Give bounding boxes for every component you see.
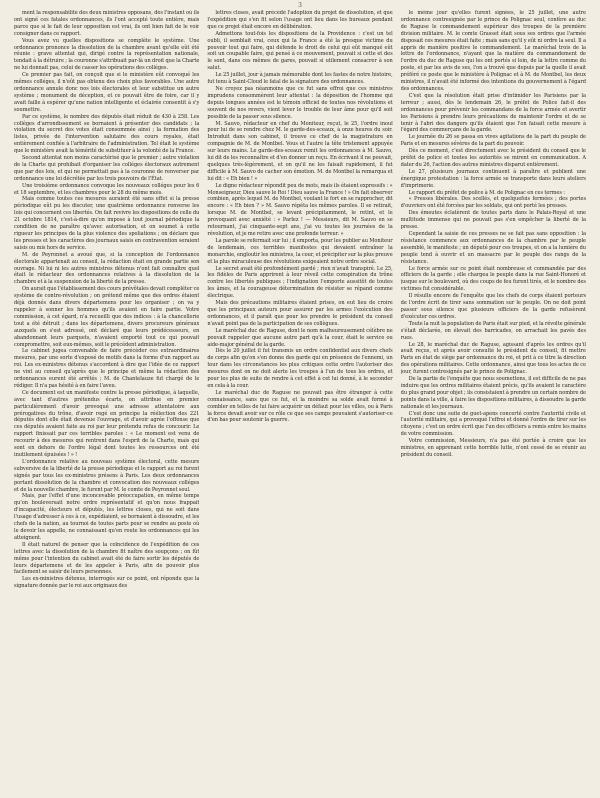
paragraph: Second attentat non moins caractérisé que le premier ; autre violation de la Charte qui prohibait d'organiser les colléges électoraux autrement que par des lois, et qui ne permettait pas à la couronne de renverser par ordonnance une loi décrétée par les trois pouvoirs de l'État. — [14, 155, 200, 182]
column-2 — [207, 10, 392, 794]
paragraph: Une troisième ordonnance convoque les nouveaux colléges pour les 6 et 18 septembre, et les chambres pour le 28 du même mois. — [14, 182, 200, 196]
paragraph: Le maréchal duc de Raguse ne pouvait pas être étranger à cette connaissance, sans que ce fut, et la moindre sa solde avait formé à combler en telles de lui faire acquérir un défaut pour les villes, ou à Paris la force devait avoir sur ce rôle ce que ses camps pouvaient s'autoriser-ce d'en bas pour soutenir la guerre. — [207, 389, 393, 424]
paragraph: lettres closes, avait précédé l'adoption du projet de dissolution, et que l'expédition qui s'en fit selon l'usage ont lieu dans les bureaux pendant que ce projet était encore en délibération. — [207, 10, 393, 30]
paragraph: On aurait que l'établissement des cours prévôtales devait compléter ce système de contre-révolution ; on prétend même que des ordres étaient déjà donnés dans divers départemens pour les organiser ; on va y rappeler à sonner les hommes qu'ils avaient en faire partie. Votre commission, à cet égard, n'a recueilli que des indices : à la chancellerie tout a été détruit ; dans les départemens, divers procureurs généraux auxquels on s'est adressé, ont déclaré que leurs prédécesseurs, en abandonnant leurs parquets, n'avaient emporté tout ce qui pouvait compromettre, soit eux-mêmes, soit le précédent administration. — [14, 286, 200, 348]
paragraph: Dès le 20 juillet il fut transmis un ordre confidentiel aux divers chefs de corps afin qu'on s'en donne des garde qui en présence de l'ennemi, un tour dans les circonstances les plus critiques cette ordre l'autoriser des mesures dont on ne doit alerte les troupes à l'un de tous les ordres, et pour les plus de suite de rendre à cet effet à cet lui donné, à le seconder en cela à la cour. — [207, 348, 393, 389]
paragraph: Mais des précautions militaires étaient prises, on eut lieu de croire que les principaux auteurs pour assurer par les armes l'exécution des ordonnances, et il paraît que pour les prendre le président du conseil n'avait point pas de la participation de ses collègues. — [207, 300, 393, 327]
paragraph: Le rapport du préfet de police à M. de Polignac en ces termes : — [408, 189, 565, 196]
paragraph: Il résulte encore de l'enquête que les chefs de corps étaient porteurs de l'ordre écrit de tirer sans sommation sur le peuple. On ne doit point passer sous silence que plusieurs officiers de la garde refusèrent d'exécuter ces ordres. — [400, 293, 586, 320]
column-1 — [14, 10, 199, 794]
paragraph: Ce premier pas fait, on conçoit que si le ministère eût convoqué les mêmes colléges, il n'eût pas obtenu des choix plus favorables. Une autre ordonnance annule donc nos lois électorales et leur substitue un autre système ; monument de déception, et ce pouvait être de foire, car il y avait faille à espérer qu'une nation intelligente et éclairée consentit à s'y soumettre. — [14, 72, 200, 113]
paragraph: M. de Peyronnet a avoué que, si la conception de l'ordonnance électorale appartenait au conseil, la rédaction était en grande partie son ouvrage. Ni lui ni les autres ministres détenus n'ont fait connaître quel était le rédacteur des ordonnances relatives à la dissolution de la chambre et à la suspension de la liberté de la presse. — [14, 251, 200, 286]
paragraph: Le journée du 26 se passa en vives agitations de la part du peuple de Paris et en mesures sévères de la part du pouvoir. — [400, 134, 586, 148]
paragraph: Le 28, le maréchal duc de Raguse, agissant d'après les ordres qu'il avait reçus, et après avoir consulté le président du conseil, fit mettre Paris en état de siège par ordonnance du roi, et prit à ce titre la direction des opérations militaires. Cette ordonnance, ainsi que tous les actes de ce jour, furent contresignés par le prince de Polignac. — [400, 341, 586, 376]
page-number: 3 — [298, 2, 302, 9]
paragraph: Admettons tout-fois les dispositions de la Providence : c'est un tel oubli, il semblait vrai, ceux qui la France a été la presque victime du pouvoir tout qui faire, qui défende le droit de celui qui eût manqué eût soit un coupable faire, qui pensé à ce mouvement, pouvait si cette et des le sont, dans ces mêmes de gares, pouvait si utilement consacrer à son salut. — [207, 30, 393, 72]
paragraph: De la partie de l'enquête que nous soumettons, il est difficile de ne pas induire que les ordres militaires étaient précis, qu'ils avaient le caractère du plus grand pour objet ; ils consistaient à prendre un certain nombre de points dans la ville, à faire les dispositions militaires, à dissoudre la garde nationale et les journaux. — [400, 376, 586, 410]
paragraph: Vous avez vu quelles dispositions se complète le système. Une ordonnance prononce la dissolution de la chambre avant qu'elle eût été réunie : grave attentat qui, dirigé contre la représentation nationale, tendait à la détruire ; la couronne s'attribuait par-là un droit que la Charte ne lui donnait pas, celui de casser les opérations des colléges. — [14, 37, 200, 72]
paragraph: Les ex-ministres détenus, interrogés sur ce point, ont répondu que la signature donnée par le roi aux originaux des — [14, 576, 200, 590]
paragraph: Dès ce moment, c'est directement avec le président du conseil que le préfet de police et toutes les autorités se mirent en communication. A dater du 26, l'action des autres ministres disparut entièrement. — [400, 148, 586, 168]
paragraph: Le maréchal duc de Raguse, dont le nom malheureusement célèbre ne pouvait rappeler que aucune autre part qu'à la cour, était le service ou aide-major général de la garde. — [207, 327, 393, 348]
paragraph: Cependant la saisie de ces presses ne se fait pas sans opposition : la résistance commence aux ordonnances de la chambre par le peuple assemblé, le manifeste ; un député pour ces troupes, et on a la lumière du peuple tend à ouvrir et un massacre par le peuple des rangs de la résistance. — [400, 231, 586, 265]
paragraph: Le secret avait été profondément gardé ; rien n'avait transpiré. Le 25, les fidèles de Paris apprirent à leur réveil cette conspiration du trône contre les libertés publiques ; l'indignation l'emporte aussitôt de toutes les âmes, et la courageuse détermination de résister se répand comme électrique. — [207, 265, 393, 300]
paragraph: Le digne rédacteur répondit peu de mots, mais ils étaient expressifs : « Monseigneur, Dieu sauve le Roi ! Dieu sauve la France ! » On fait observer combien, après lequel M. de Montbel, voulant le fort en se rapprocher, dit encore : « Eh bien ? » M. Sauvo répéta les mêmes paroles. Il se retirait, lorsque M. de Montbel, se levant précipitamment, le retint, et le provoquant avec anxiété : « Parlez ! — Messieurs, dit M. Sauvo en se retournant, j'ai cinquante-sept ans, j'ai vu toutes les journées de la révolution, et je me retire avec une profonde terreur. » — [207, 182, 393, 237]
paragraph: C'est donc une suite de guet-apens concerté contre l'autorité civile et l'autorité militaire, qui a provoqué l'effroi et donné l'ordre de tirer sur les citoyens ; c'est un ordre écrit que l'un des officiers a remis entre les mains de votre commission. — [400, 410, 586, 438]
paragraph: M. Sauvo, rédacteur en chef du Moniteur, reçut, le 25, l'ordre inouï pour lui de se rendre chez M. le garde-des-sceaux, à onze heures du soir. Introduit dans son cabinet, il trouve ce chef de la magistrature en compagnie de M. de Montbel. Vous et l'autre la tête tristement appuyée sur leurs mains. Le garde-des-sceaux remit les ordonnances à M. Sauvo, lui dit de les reconnaître et d'en donner un reçu. En écrivant il ne pouvait, quelques très-légèrement, et on qu'il ne les faisait rapidement, il fut difficile à M. Sauvo de cacher son émotion. M. de Montbel la remarqua et lui dit : « Eh bien ! » — [207, 120, 393, 182]
paragraph: La parole se refermait sur lui ; il emporta, pour les publier au Moniteur de lendemain, ces terribles manifestes qui devaient entraîner la monarchie, engloutir les ministres, la cour, et précipiter sur la plus preuve et la plus miraculeuse des révolutions exigeaient notre ordre social. — [207, 237, 393, 265]
paragraph: C'est que la résolution était prise d'intimider les Parisiens par la terreur ; aussi, dès le lendemain 26, le préfet de Police fait-il des ordonnances pour prévenir les commandans de la force armée et avertir les Parisiens à prendre leurs précautions de maintenir l'ordre et de se tenir à l'abri des dangers qu'ils étaient que l'on faisait cette mesure à l'égard des commerçans de la garde. — [400, 92, 586, 134]
paragraph: Ne croyez pas néanmoins que ce fut sans effroi que ces ministres imprudens consommèrent leur attentat : la déposition de l'homme qui depuis longues années est le témoin officiel de toutes nos révolutions et souvent de nos revers, vient lever le trouble de leur âme pour qu'il soit possible de la passer sous silence. — [207, 85, 393, 120]
paragraph: Le 27, plusieurs journaux continuent à paraître et publient une énergique protestation : la force armée se transporte dans leurs ateliers d'imprimerie. — [400, 168, 586, 189]
paragraph: Ce document est un manifeste contre la presse périodique, à laquelle, avec tant d'autres prétendus écarts, on attribue en premier particulièrement d'avoir provoqué une adresse attentatoire aux prérogatives du trône, d'avoir regé en principe la réélection des 221 députés dont elle était devenue l'ouvrage, et d'avoir agrée l'offense que ces députés avaient faite au roi par leur prétendu refus de concourir. Le rapport finissait par ces terribles paroles : « Le moment est venu de recourir à des mesures qui rentrent dans l'esprit de la Charte, mais qui sont en dehors de l'ordre légal dont toutes les ressources ont été inutilement épuisées ! » ! — [14, 389, 200, 458]
text-columns — [14, 10, 586, 794]
paragraph: Le 25 juillet, jour à jamais mémorable dont les fastes de notre histoire, fut tenu à Saint-Cloud le fatal de la signature des ordonnances. — [207, 72, 393, 86]
paragraph: L'ordonnance relative au nouveau système électoral, cette mesure subversive de la liberté de la presse périodique et le rapport au roi furent signés par tous les ex-ministres présens à Paris. Les deux ordonnances portant dissolution de la chambre et convocation des nouveaux colléges et de la nouvelle chambre, le furent par M. le comte de Peyronnet seul. — [14, 458, 200, 493]
column-3 — [401, 10, 586, 794]
paragraph: « Presses libérales. Des scellés, et quelquefois fermées ; des portes d'ouvriers ont été forcées par les soldats, qui ont porté les presses. — [400, 196, 586, 210]
paragraph: Par ce système, le nombre des députés était réduit de 430 à 258. Les colléges d'arrondissement se bornaient à présenter des candidats ; la violation du secret des votes était consommée ainsi ; la formation des listes, privée de l'intervention salutaire des cours royales, était entièrement confiée à l'arbitraire de l'administration. Tel était le système que le ministère avait la témérité de substituer à la volonté de la France. — [14, 113, 200, 155]
paragraph: Le cabinet jugea convenable de faire précéder ces extraordinaires mesures, par une sorte d'exposé de motifs dans la forme d'un rapport au roi. Les ex-ministres détenus s'accordent à dire que l'idée de ce rapport ne vint au conseil qu'après que le principe et même la rédaction des ordonnances eurent été arrêtés ; M. de Chantelauze fut chargé de le rédiger. Il n'a pas hésité à en faire l'aveu. — [14, 348, 200, 389]
paragraph: Votre commission, Messieurs, n'a pas été portée à croire que les ministres, en apprenant cette horrible lutte, n'ont cessé de se réunir au président du conseil. — [400, 438, 586, 458]
paragraph: ment la responsabilité des deux ministres opposans, dès l'instant où ils ont signé ces fatales ordonnances, ils l'ont accepté toute entière, mais parce que si le fait de leur opposition est vrai, ils ont bien fait de le voir consigner dans ce rapport. — [14, 10, 200, 37]
paragraph: Des émeutes éclatèrent de toutes parts dans le Palais-Royal et une multitude immense qui ne pouvait pas s'en empêcher la liberté de la presse. — [400, 210, 586, 231]
paragraph: Mais comme toutes ces mesures auraient été sans effet si la presse périodique eût pu les discuter, une quatrième ordonnance renverse les lois qui concernent ces libertés. On fait revivre les dispositions de celle du 21 octobre 1814, c'est-à-dire qu'on impose à tout journal périodique la condition de ne paraître qu'avec autorisation, et on soumet à cette rigueur les principes de la plus violence des spoliations ; on déclare que les presses et les caractères des journaux saisis en contravention seraient saisis ou mis hors de service. — [14, 196, 200, 251]
paragraph: Mais, par l'effet d'une inconcevable préoccupation, en même temps qu'on bouleversait notre ordre représentatif et qu'on nous frappait d'incapacité, électeurs et députés, les lettres closes, qui ne soit dans l'usage d'adresser à ces à ce, expédiaient, se bornaient à dissoudre, et les chefs de la nation, au tournoi de toutes parts pour se rendre au poste où le devoir les appelle, ne connaissant qu'en route les ordonnances qui les atteignent. — [14, 493, 200, 541]
paragraph: Toute la nuit la population de Paris était sur pied, et la révolte générale s'était déclarée, on élevait des barricades, on arrachait les pavés des rues. — [400, 320, 586, 341]
paragraph: Le force armée sur ce point était nombreuse et commandée par des officiers de la garde ; elle chargea le peuple dans la rue Saint-Honoré et jusque sur le boulevard, où des coups de feu furent tirés, et le nombre des victimes fut considérable. — [400, 265, 586, 293]
paragraph: Il était naturel de penser que la coïncidence de l'expédition de ces lettres avec la dissolution de la chambre fit naître des soupçons ; on fût même pour l'intention du cabinet avait été de faire sortir les députés de leurs départemens et de les appeler à Paris, afin de pouvoir plus facilement se saisir de leurs personnes. — [14, 541, 200, 576]
paragraph: le même jour qu'elles furent signées, le 25 juillet, une autre ordonnance contresignée par le prince de Polignac seul, confère au duc de Raguse le commandement supérieur des troupes de la première division militaire. M. le comte Grasset était sous ses ordres que l'armée disposait ces mesures était faite ; mais sans qu'il y eût ni ordre la seul. Il a appris de manière positive le commandement. Le maréchal trois de la lettre de l'ordonnance, n'ayant que la matière du commandement de l'ordre du duc de Raguse qui les ont portés si loin, de la lettre comme du poste, et par les avis de ses, l'on a trouvé que depuis par la quelle il avait préféré ce poste que le ministère à Polignac et à M. de Montbel, les deux ministres, il n'avait été informé des intentions du gouvernement à l'égard des ordonnances. — [400, 10, 586, 92]
